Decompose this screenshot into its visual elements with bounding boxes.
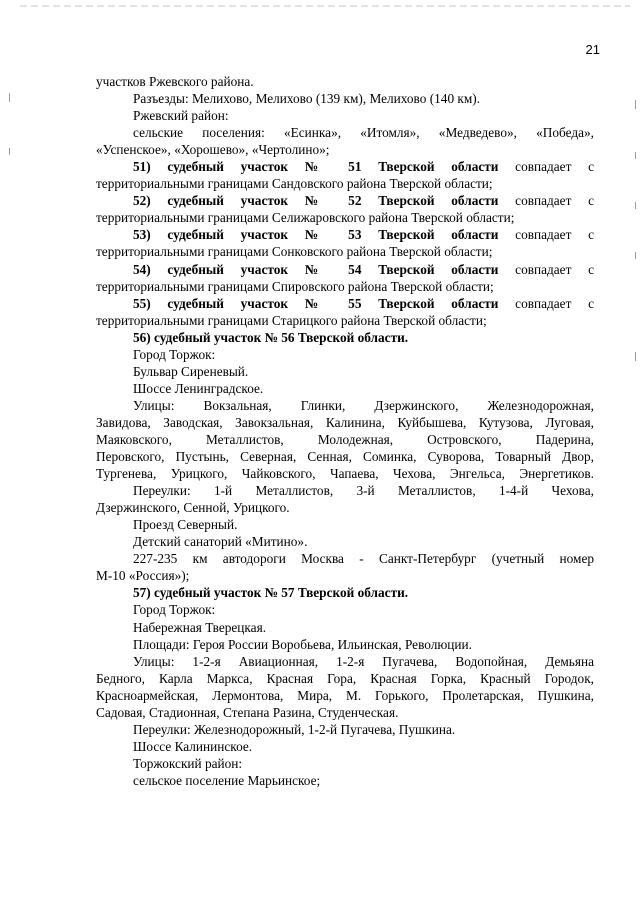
- text-line: [96, 499, 594, 516]
- bold-heading: 55) судебный участок № 55 Тверской области: [133, 295, 499, 311]
- line-text: Детский санаторий «Митино».: [133, 534, 308, 550]
- text-line: [96, 397, 594, 414]
- line-text: территориальными границами Старицкого района Тверской области;: [96, 312, 487, 328]
- scan-mark-left: [9, 93, 10, 102]
- line-text: Дзержинского, Сенной, Урицкого.: [96, 500, 290, 516]
- line-text: совпадает с: [498, 261, 594, 277]
- line-text: Шоссе Калининское.: [133, 738, 253, 754]
- text-line: [96, 209, 594, 226]
- line-text: Ржевский район:: [133, 108, 229, 124]
- line-text: Красноармейская, Лермонтова, Мира, М. Горького, Пролетарская, Пушкина,: [96, 687, 594, 703]
- bold-heading: 56) судебный участок № 56 Тверской области.: [133, 329, 409, 345]
- line-text: Бульвар Сиреневый.: [133, 363, 249, 379]
- text-line: [96, 755, 594, 772]
- line-text: совпадает с: [498, 227, 594, 243]
- text-line: [96, 414, 594, 431]
- line-text: участков Ржевского района.: [96, 74, 254, 89]
- line-text: сельское поселение Марьинское;: [133, 772, 321, 788]
- line-text: Завидова, Заводская, Завокзальная, Калинина, Куйбышева, Кутузова, Луговая,: [96, 414, 594, 430]
- text-line: [96, 772, 594, 789]
- line-text: Шоссе Ленинградское.: [133, 380, 264, 396]
- line-text: Маяковского, Металлистов, Молодежная, Островского, Падерина,: [96, 431, 594, 447]
- text-line: [96, 363, 594, 380]
- text-line: [96, 584, 594, 601]
- line-text: совпадает с: [498, 295, 594, 311]
- line-text: территориальными границами Селижаровского района Тверской области;: [96, 210, 515, 226]
- line-text: территориальными границами Сандовского района Тверской области;: [96, 176, 493, 192]
- text-line: [96, 107, 594, 124]
- text-line: [96, 516, 594, 533]
- bold-heading: 51) судебный участок № 51 Тверской области: [133, 159, 499, 175]
- text-line: [96, 670, 594, 687]
- text-line: [96, 73, 594, 90]
- text-line: [96, 601, 594, 618]
- text-line: [96, 90, 594, 107]
- text-line: [96, 482, 594, 499]
- line-text: совпадает с: [498, 159, 594, 175]
- scan-mark-right: [635, 352, 636, 361]
- text-line: [96, 380, 594, 397]
- line-text: Перовского, Пустынь, Северная, Сенная, Соминка, Суворова, Товарный Двор,: [96, 449, 594, 465]
- text-line: [96, 175, 594, 192]
- text-line: [96, 653, 594, 670]
- text-line: [96, 124, 594, 141]
- text-line: [96, 192, 594, 209]
- text-line: [96, 721, 594, 738]
- text-line: [96, 567, 594, 584]
- line-text: Переулки: 1-й Металлистов, 3-й Металлистов, 1-4-й Чехова,: [133, 483, 594, 499]
- line-text: Переулки: Железнодорожный, 1-2-й Пугачева, Пушкина.: [133, 721, 456, 737]
- text-line: [96, 550, 594, 567]
- document-body: [96, 73, 594, 789]
- text-line: [96, 533, 594, 550]
- line-text: М-10 «Россия»);: [96, 568, 190, 584]
- line-text: Бедного, Карла Маркса, Красная Гора, Красная Горка, Красный Городок,: [96, 670, 594, 686]
- text-line: [96, 687, 594, 704]
- bold-heading: 52) судебный участок № 52 Тверской области: [133, 193, 499, 209]
- line-text: Тургенева, Урицкого, Чайковского, Чапаева, Чехова, Энгельса, Энергетиков.: [96, 466, 594, 482]
- line-text: Улицы: Вокзальная, Глинки, Дзержинского, Железнодорожная,: [133, 397, 594, 413]
- text-line: [96, 431, 594, 448]
- line-text: Улицы: 1-2-я Авиационная, 1-2-я Пугачева, Водопойная, Демьяна: [133, 653, 594, 669]
- line-text: Город Торжок:: [133, 602, 216, 618]
- line-text: 227-235 км автодороги Москва - Санкт-Петербург (учетный номер: [133, 551, 594, 567]
- scan-mark-right: [635, 100, 636, 109]
- line-text: «Успенское», «Хорошево», «Чертолино»;: [96, 142, 330, 158]
- text-line: [96, 278, 594, 295]
- text-line: [96, 312, 594, 329]
- scan-mark-right: [635, 252, 636, 259]
- page-number: 21: [585, 42, 600, 57]
- text-line: [96, 465, 594, 482]
- line-text: Город Торжок:: [133, 346, 216, 362]
- line-text: Проезд Северный.: [133, 517, 238, 533]
- text-line: [96, 636, 594, 653]
- scan-mark-left: [9, 148, 10, 155]
- line-text: Разъезды: Мелихово, Мелихово (139 км), Мелихово (140 км).: [133, 91, 481, 107]
- line-text: территориальными границами Сонковского района Тверской области;: [96, 244, 493, 260]
- text-line: [96, 295, 594, 312]
- text-line: [96, 704, 594, 721]
- text-line: [96, 261, 594, 278]
- line-text: Торжокский район:: [133, 755, 243, 771]
- text-line: [96, 243, 594, 260]
- line-text: Набережная Тверецкая.: [133, 619, 267, 635]
- line-text: совпадает с: [498, 193, 594, 209]
- text-line: [96, 346, 594, 363]
- text-line: [96, 619, 594, 636]
- line-text: Садовая, Стадионная, Степана Разина, Студенческая.: [96, 704, 399, 720]
- text-line: [96, 329, 594, 346]
- scan-artifact-top: [20, 5, 630, 7]
- text-line: [96, 226, 594, 243]
- bold-heading: 53) судебный участок № 53 Тверской области: [133, 227, 499, 243]
- scan-mark-right: [635, 152, 636, 159]
- line-text: Площади: Героя России Воробьева, Ильинская, Революции.: [133, 636, 472, 652]
- text-line: [96, 158, 594, 175]
- scan-mark-right: [635, 202, 636, 209]
- text-line: [96, 141, 594, 158]
- line-text: сельские поселения: «Есинка», «Итомля», «Медведево», «Победа»,: [133, 125, 594, 141]
- text-line: [96, 738, 594, 755]
- bold-heading: 54) судебный участок № 54 Тверской области: [133, 261, 499, 277]
- bold-heading: 57) судебный участок № 57 Тверской области.: [133, 585, 409, 601]
- text-line: [96, 448, 594, 465]
- line-text: территориальными границами Спировского района Тверской области;: [96, 278, 494, 294]
